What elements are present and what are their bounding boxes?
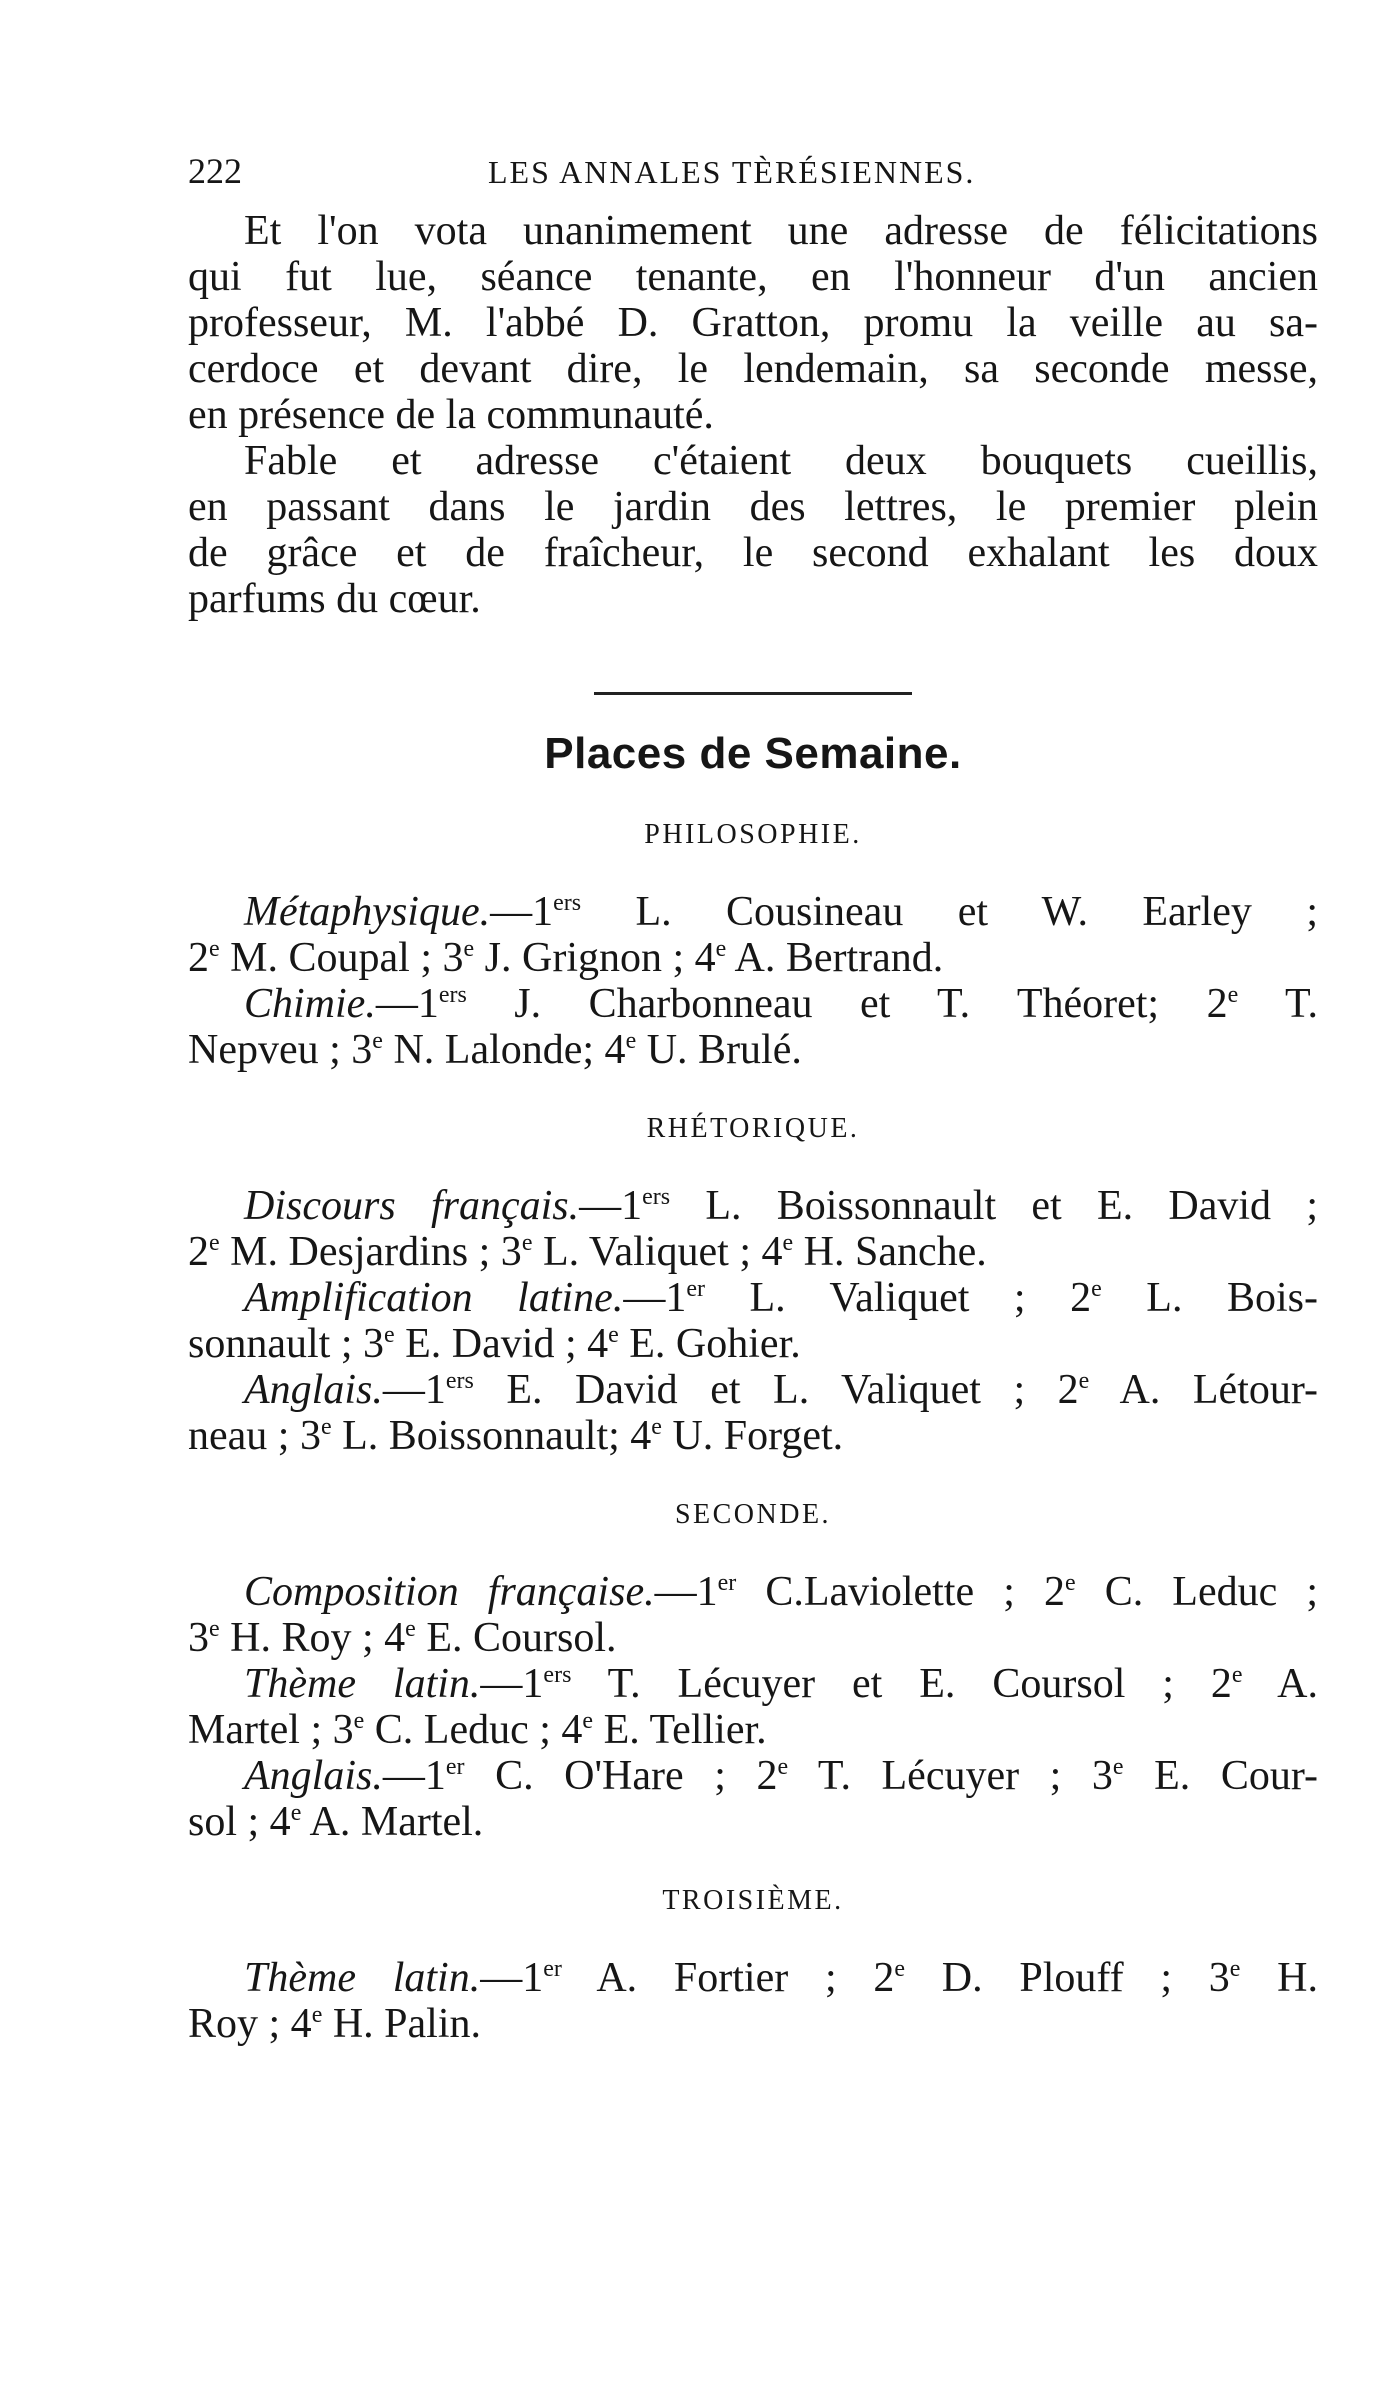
ordinal-suffix: ers (543, 1662, 572, 1688)
ranking-text: U. Forget. (661, 1413, 844, 1459)
ranking-text: L. Bois- (1101, 1275, 1319, 1321)
ordinal-suffix: ers (553, 890, 582, 916)
paragraph-adresse (188, 208, 1318, 438)
ordinal-suffix: e (1078, 1368, 1090, 1394)
section-divider (594, 692, 912, 695)
ranking-text: C.Laviolette ; 2 (736, 1569, 1065, 1615)
ranking-text: A. (1242, 1661, 1319, 1707)
section-title: Places de Semaine. (544, 729, 962, 778)
ranking-text: E. Tellier. (593, 1707, 767, 1753)
ranking-text: 3 (188, 1615, 209, 1661)
text-line: de grâce et de fraîcheur, le second exhalant les doux (188, 530, 1318, 576)
ranking-line (188, 1413, 1318, 1459)
ranking-text: —1 (480, 1661, 544, 1707)
ordinal-suffix: e (1227, 982, 1239, 1008)
ordinal-suffix: e (1112, 1754, 1124, 1780)
subject-label: Thème latin. (244, 1955, 481, 2001)
ordinal-suffix: e (209, 1616, 220, 1642)
ranking-text: H. (1240, 1955, 1318, 2001)
ranking-line (188, 2001, 1318, 2047)
ranking-line (188, 1275, 1318, 1321)
ordinal-suffix: er (543, 1956, 562, 1982)
subject-label: Composition française. (244, 1569, 655, 1615)
paragraph-fable (188, 438, 1318, 622)
ranking-text: E. Coursol. (415, 1615, 617, 1661)
ranking-text: L. Valiquet ; 2 (704, 1275, 1092, 1321)
ranking-text: 2 (188, 935, 209, 981)
ranking-text: H. Sanche. (793, 1229, 987, 1275)
ranking-text: —1 (480, 1955, 544, 2001)
text-line: Fable et adresse c'étaient deux bouquets cueillis, (244, 438, 1318, 484)
text-line: parfums du cœur. (188, 576, 481, 622)
page-number: 222 (188, 151, 242, 191)
ranking-line (188, 1799, 1318, 1845)
class-heading: TROISIÈME. (662, 1885, 844, 1916)
class-rankings (188, 819, 1318, 2047)
ordinal-suffix: e (311, 2002, 323, 2028)
ranking-text: M. Desjardins ; 3 (219, 1229, 522, 1275)
class-heading: PHILOSOPHIE. (644, 819, 862, 850)
ranking-line (188, 1183, 1318, 1229)
ranking-text: J. Grignon ; 4 (474, 935, 716, 981)
subject-label: Amplification latine. (244, 1275, 624, 1321)
ranking-text: —1 (490, 889, 554, 935)
ranking-block (188, 1569, 1318, 1845)
ordinal-suffix: e (715, 936, 727, 962)
ordinal-suffix: e (405, 1616, 416, 1642)
text-line: en passant dans le jardin des lettres, le premier plein (188, 484, 1318, 530)
ordinal-suffix: e (372, 1028, 383, 1054)
ranking-text: H. Palin. (322, 2001, 482, 2047)
subject-label: Anglais. (244, 1367, 383, 1413)
ranking-text: T. Lécuyer ; 3 (788, 1753, 1113, 1799)
ordinal-suffix: e (209, 1230, 220, 1256)
ranking-block (188, 889, 1318, 1073)
ranking-block (188, 1955, 1318, 2047)
ordinal-suffix: e (651, 1414, 662, 1440)
ordinal-suffix: e (582, 1708, 594, 1734)
ranking-text: —1 (382, 1367, 446, 1413)
ordinal-suffix: ers (642, 1184, 671, 1210)
ordinal-suffix: e (320, 1414, 332, 1440)
ordinal-suffix: e (782, 1230, 794, 1256)
ordinal-suffix: e (353, 1708, 365, 1734)
ranking-text: E. Gohier. (618, 1321, 801, 1367)
ranking-text: A. Fortier ; 2 (561, 1955, 895, 2001)
ranking-text: Roy ; 4 (188, 2001, 312, 2047)
ranking-line (188, 1367, 1318, 1413)
subject-label: Métaphysique. (244, 889, 491, 935)
ordinal-suffix: e (463, 936, 475, 962)
ordinal-suffix: e (1231, 1662, 1243, 1688)
ranking-text: 2 (188, 1229, 209, 1275)
ranking-text: Nepveu ; 3 (188, 1027, 373, 1073)
ranking-block (188, 1183, 1318, 1459)
ranking-line (188, 1229, 1318, 1275)
class-heading: RHÉTORIQUE. (646, 1113, 860, 1144)
text-line: Et l'on vota unanimement une adresse de félicitations (244, 208, 1318, 254)
ranking-line (188, 1955, 1318, 2001)
ranking-text: M. Coupal ; 3 (219, 935, 464, 981)
ordinal-suffix: er (686, 1276, 705, 1302)
ranking-line (188, 1321, 1318, 1367)
ordinal-suffix: e (1064, 1570, 1076, 1596)
ranking-text: L. Cousineau et W. Earley ; (581, 889, 1318, 935)
subject-label: Discours français. (244, 1183, 580, 1229)
ranking-text: —1 (579, 1183, 643, 1229)
ranking-line (188, 1661, 1318, 1707)
running-header (188, 150, 1318, 200)
subject-label: Chimie. (244, 981, 376, 1027)
ordinal-suffix: e (384, 1322, 395, 1348)
ordinal-suffix: e (209, 936, 220, 962)
ranking-text: sol ; 4 (188, 1799, 291, 1845)
class-heading: SECONDE. (674, 1499, 832, 1530)
text-line: en présence de la communauté. (188, 392, 714, 438)
ordinal-suffix: ers (445, 1368, 474, 1394)
running-title: LES ANNALES TÈRÉSIENNES. (488, 154, 976, 190)
ranking-text: A. Martel. (301, 1799, 484, 1845)
ranking-line (188, 1615, 1318, 1661)
ranking-line (188, 981, 1318, 1027)
ordinal-suffix: e (521, 1230, 533, 1256)
ranking-line (188, 1753, 1318, 1799)
ranking-text: H. Roy ; 4 (219, 1615, 406, 1661)
ordinal-suffix: e (608, 1322, 619, 1348)
text-line: professeur, M. l'abbé D. Gratton, promu la veille au sa- (188, 300, 1318, 346)
ordinal-suffix: e (1091, 1276, 1102, 1302)
ordinal-suffix: e (894, 1956, 906, 1982)
ranking-text: C. Leduc ; 4 (364, 1707, 583, 1753)
ranking-text: neau ; 3 (188, 1413, 321, 1459)
ordinal-suffix: e (777, 1754, 789, 1780)
ordinal-suffix: er (445, 1754, 465, 1780)
ranking-text: L. Boissonnault et E. David ; (670, 1183, 1318, 1229)
ranking-text: —1 (654, 1569, 718, 1615)
ranking-text: sonnault ; 3 (188, 1321, 384, 1367)
ranking-text: L. Boissonnault; 4 (331, 1413, 652, 1459)
ranking-text: J. Charbonneau et T. Théoret; 2 (466, 981, 1228, 1027)
ranking-line (188, 935, 1318, 981)
ranking-line (188, 1569, 1318, 1615)
ranking-text: A. Bertrand. (726, 935, 944, 981)
ordinal-suffix: e (1229, 1956, 1241, 1982)
book-page (188, 150, 1318, 2047)
ranking-text: —1 (623, 1275, 687, 1321)
ranking-line (188, 1707, 1318, 1753)
ranking-text: E. David ; 4 (394, 1321, 609, 1367)
ordinal-suffix: ers (438, 982, 467, 1008)
ordinal-suffix: e (290, 1800, 302, 1826)
ordinal-suffix: er (717, 1570, 737, 1596)
ranking-text: Martel ; 3 (188, 1707, 354, 1753)
ranking-text: T. (1238, 981, 1318, 1027)
ranking-text: —1 (382, 1753, 446, 1799)
text-line: cerdoce et devant dire, le lendemain, sa seconde messe, (188, 346, 1318, 392)
ranking-text: C. O'Hare ; 2 (464, 1753, 778, 1799)
ranking-text: L. Valiquet ; 4 (532, 1229, 783, 1275)
ranking-text: T. Lécuyer et E. Coursol ; 2 (571, 1661, 1232, 1707)
ranking-text: E. Cour- (1123, 1753, 1318, 1799)
ranking-text: D. Plouff ; 3 (905, 1955, 1230, 2001)
ranking-line (188, 889, 1318, 935)
ranking-text: U. Brulé. (636, 1027, 802, 1073)
ranking-line (188, 1027, 1318, 1073)
ranking-text: A. Létour- (1089, 1367, 1318, 1413)
subject-label: Anglais. (244, 1753, 383, 1799)
ranking-text: N. Lalonde; 4 (382, 1027, 626, 1073)
ranking-text: E. David et L. Valiquet ; 2 (473, 1367, 1079, 1413)
ordinal-suffix: e (625, 1028, 637, 1054)
ranking-text: —1 (375, 981, 439, 1027)
ranking-text: C. Leduc ; (1075, 1569, 1318, 1615)
subject-label: Thème latin. (244, 1661, 481, 1707)
text-line: qui fut lue, séance tenante, en l'honneur d'un ancien (188, 254, 1318, 300)
